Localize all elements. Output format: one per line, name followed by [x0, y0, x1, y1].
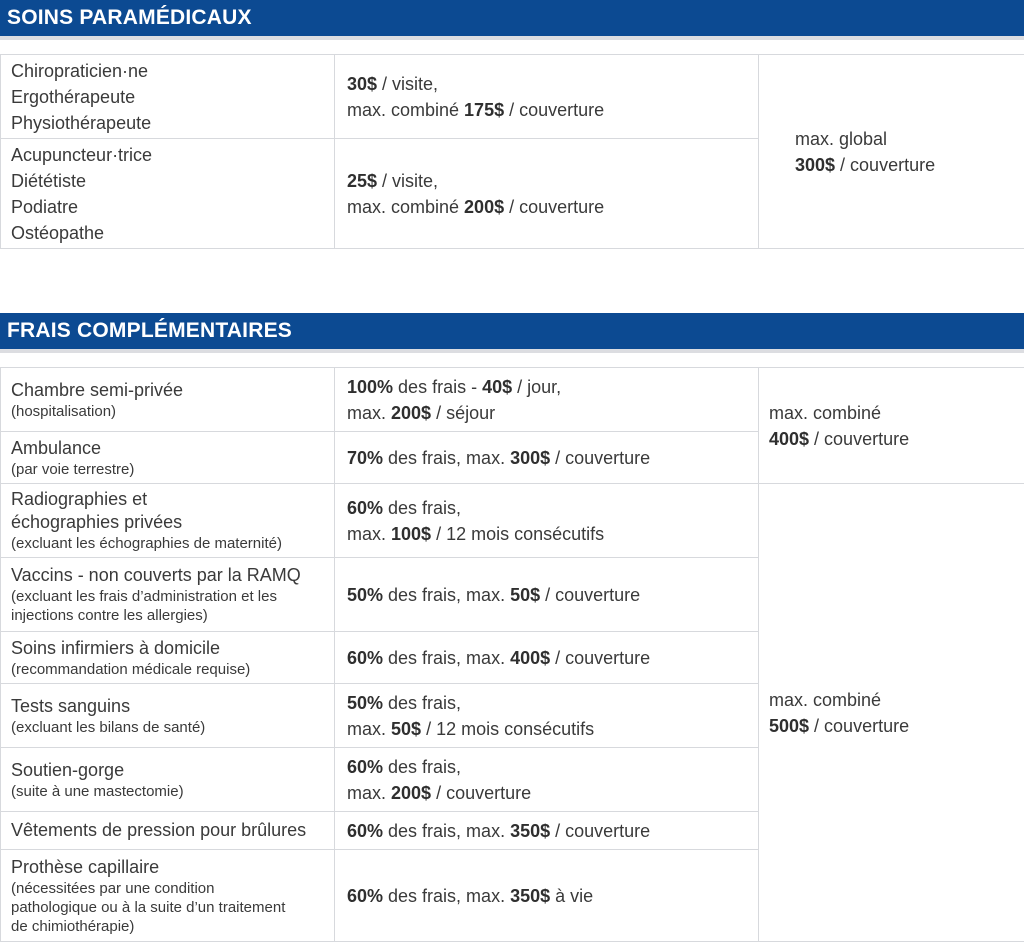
combined-max-cell	[759, 368, 1024, 484]
coverage-text: / couverture	[550, 647, 651, 668]
coverage-text: des frais -	[393, 376, 483, 397]
service-name: Soins infirmiers à domicile	[11, 637, 221, 658]
coverage-text: max.	[347, 402, 392, 423]
section-title: FRAIS COMPLÉMENTAIRES	[7, 319, 292, 342]
coverage-text: / visite,	[377, 170, 439, 191]
coverage-cell	[335, 748, 759, 812]
service-name: échographies privées	[11, 512, 183, 532]
coverage-cell	[335, 432, 759, 484]
service-note: pathologique ou à la suite d’un traitement	[11, 898, 286, 916]
amount: 50$	[510, 584, 541, 605]
coverage-text: des frais, max.	[383, 885, 511, 906]
service-cell	[1, 55, 335, 139]
amount: 300$	[510, 447, 551, 468]
service-name: Ostéopathe	[11, 222, 105, 243]
percentage: 70%	[347, 447, 384, 468]
coverage-cell	[335, 812, 759, 850]
global-max-cell	[759, 55, 1024, 249]
table-row	[1, 484, 1024, 558]
service-note: (nécessitées par une condition	[11, 879, 215, 897]
service-cell	[1, 748, 335, 812]
service-name: Chambre semi-privée	[11, 379, 184, 400]
coverage-text: max.	[347, 523, 392, 544]
soins-paramedicaux-table	[0, 54, 1024, 249]
coverage-text: à vie	[550, 885, 594, 906]
combined-max-label: max. combiné	[769, 689, 882, 710]
combined-max-cell	[759, 484, 1024, 942]
service-cell	[1, 684, 335, 748]
amount: 50$	[391, 718, 422, 739]
service-name: Podiatre	[11, 196, 79, 217]
combined-max-label: max. combiné	[769, 402, 882, 423]
amount: 350$	[510, 820, 551, 841]
coverage-text: / couverture	[550, 447, 651, 468]
service-name: Ergothérapeute	[11, 86, 136, 107]
service-name: Ambulance	[11, 437, 102, 458]
coverage-text: max. combiné	[347, 196, 465, 217]
service-note: (excluant les frais d’administration et les	[11, 588, 277, 605]
coverage-cell	[335, 484, 759, 558]
service-name: Prothèse capillaire	[11, 856, 160, 877]
coverage-text: max.	[347, 718, 392, 739]
amount: 100$	[391, 523, 432, 544]
coverage-text: / 12 mois consécutifs	[431, 523, 605, 544]
coverage-cell	[335, 368, 759, 432]
coverage-text: / 12 mois consécutifs	[421, 718, 595, 739]
coverage-text: / jour,	[512, 376, 562, 397]
coverage-cell	[335, 558, 759, 632]
table-row	[1, 55, 1024, 139]
coverage-text: / couverture	[550, 820, 651, 841]
coverage-text: / couverture	[809, 428, 910, 449]
service-name: Tests sanguins	[11, 695, 131, 716]
service-cell	[1, 812, 335, 850]
percentage: 50%	[347, 692, 384, 713]
coverage-text: / couverture	[540, 584, 641, 605]
amount: 25$	[347, 170, 378, 191]
percentage: 60%	[347, 497, 384, 518]
section-title: SOINS PARAMÉDICAUX	[7, 6, 252, 29]
service-note: (hospitalisation)	[11, 402, 117, 420]
coverage-text: / visite,	[377, 73, 439, 94]
percentage: 60%	[347, 756, 384, 777]
coverage-text: des frais,	[383, 497, 462, 518]
amount: 300$	[795, 154, 836, 175]
service-note: (recommandation médicale requise)	[11, 660, 251, 678]
service-name: Radiographies et	[11, 489, 148, 509]
coverage-cell	[335, 632, 759, 684]
amount: 200$	[464, 196, 505, 217]
service-note: (excluant les échographies de maternité)	[11, 535, 282, 552]
percentage: 60%	[347, 647, 384, 668]
coverage-text: / couverture	[504, 99, 605, 120]
percentage: 50%	[347, 584, 384, 605]
service-name: Chiropraticien·ne	[11, 60, 149, 81]
service-cell	[1, 368, 335, 432]
coverage-text: / couverture	[431, 782, 532, 803]
service-name: Vêtements de pression pour brûlures	[11, 820, 307, 840]
amount: 175$	[464, 99, 505, 120]
frais-complementaires-table	[0, 367, 1024, 942]
percentage: 100%	[347, 376, 394, 397]
amount: 500$	[769, 715, 810, 736]
amount: 400$	[510, 647, 551, 668]
coverage-text: des frais, max.	[383, 447, 511, 468]
global-max-label: max. global	[795, 128, 888, 149]
amount: 200$	[391, 782, 432, 803]
amount: 30$	[347, 73, 378, 94]
service-note: (par voie terrestre)	[11, 460, 135, 478]
coverage-text: des frais, max.	[383, 584, 511, 605]
coverage-text: des frais,	[383, 692, 462, 713]
coverage-cell	[335, 850, 759, 942]
coverage-cell	[335, 139, 759, 249]
coverage-text: / couverture	[835, 154, 936, 175]
table-row	[1, 368, 1024, 432]
service-cell	[1, 632, 335, 684]
service-name: Soutien-gorge	[11, 759, 125, 780]
section-header-frais-complementaires	[0, 313, 1024, 349]
coverage-text: / couverture	[809, 715, 910, 736]
service-cell	[1, 558, 335, 632]
coverage-text: max. combiné	[347, 99, 465, 120]
coverage-text: / séjour	[431, 402, 496, 423]
service-cell	[1, 484, 335, 558]
service-name: Physiothérapeute	[11, 112, 152, 133]
section-header-soins-paramedicaux	[0, 0, 1024, 36]
service-cell	[1, 432, 335, 484]
coverage-text: des frais,	[383, 756, 462, 777]
service-cell	[1, 139, 335, 249]
service-note: (excluant les bilans de santé)	[11, 718, 206, 736]
service-name: Acupuncteur·trice	[11, 144, 153, 165]
amount: 350$	[510, 885, 551, 906]
amount: 40$	[482, 376, 513, 397]
service-cell	[1, 850, 335, 942]
service-name: Vaccins - non couverts par la RAMQ	[11, 565, 301, 585]
coverage-cell	[335, 684, 759, 748]
amount: 200$	[391, 402, 432, 423]
service-note: injections contre les allergies)	[11, 607, 208, 624]
coverage-text: des frais, max.	[383, 647, 511, 668]
amount: 400$	[769, 428, 810, 449]
coverage-text: des frais, max.	[383, 820, 511, 841]
service-note: de chimiothérapie)	[11, 917, 135, 935]
coverage-text: / couverture	[504, 196, 605, 217]
coverage-cell	[335, 55, 759, 139]
service-note: (suite à une mastectomie)	[11, 782, 184, 800]
service-name: Diététiste	[11, 170, 87, 191]
percentage: 60%	[347, 820, 384, 841]
percentage: 60%	[347, 885, 384, 906]
coverage-text: max.	[347, 782, 392, 803]
